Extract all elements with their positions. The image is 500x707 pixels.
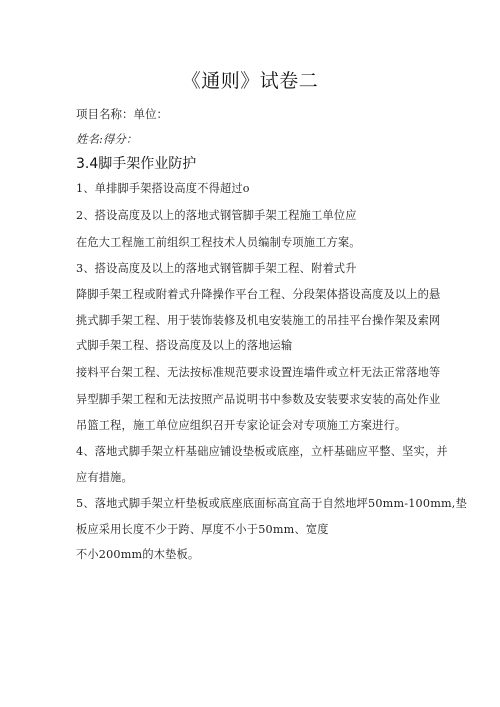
body-line: 在危大工程施工前组织工程技术人员编制专项施工方案。 (76, 236, 361, 249)
body-line: 接料平台架工程、无法按标准规范要求设置连墙件或立杆无法正常落地等 (76, 366, 441, 379)
body-line: 2、搭设高度及以上的落地式钢管脚手架工程施工单位应 (76, 209, 357, 222)
body-line: 异型脚手架工程和无法按照产品说明书中参数及安装要求安装的高处作业 (76, 393, 441, 406)
page-title: 《通则》试卷二 (181, 70, 319, 92)
body-line: 4、落地式脚手架立杆基础应铺设垫板或底座，立杆基础应平整、坚实，并 (76, 445, 448, 458)
body-line: 3、搭设高度及以上的落地式钢管脚手架工程、附着式升 (76, 262, 357, 275)
body-line: 5、落地式脚手架立杆垫板或底座底面标高宜高于自然地坪50mm-100mm,垫 (76, 497, 467, 510)
body-line: 吊篮工程，施工单位应组织召开专家论证会对专项施工方案进行。 (76, 419, 407, 432)
body-line: 板应采用长度不少于跨、厚度不小于50mm、宽度 (76, 523, 329, 536)
body-line: 式脚手架工程、搭设高度及以上的落地运输 (76, 339, 293, 352)
body-line: 挑式脚手架工程、用于装饰装修及机电安装施工的吊挂平台操作架及索网 (76, 314, 441, 327)
name-score-line: 姓名:得分： (76, 132, 138, 146)
body-line: 应有措施。 (76, 471, 133, 484)
section-heading: 3.4脚手架作业防护 (76, 156, 197, 172)
project-name-line: 项目名称：单位： (76, 107, 168, 121)
body-line: 不小200mm的木垫板。 (76, 548, 200, 561)
body-line: 1、单排脚手架搭设高度不得超过o (76, 182, 250, 195)
body-line: 降脚手架工程或附着式升降操作平台工程、分段架体搭设高度及以上的悬 (76, 288, 441, 301)
